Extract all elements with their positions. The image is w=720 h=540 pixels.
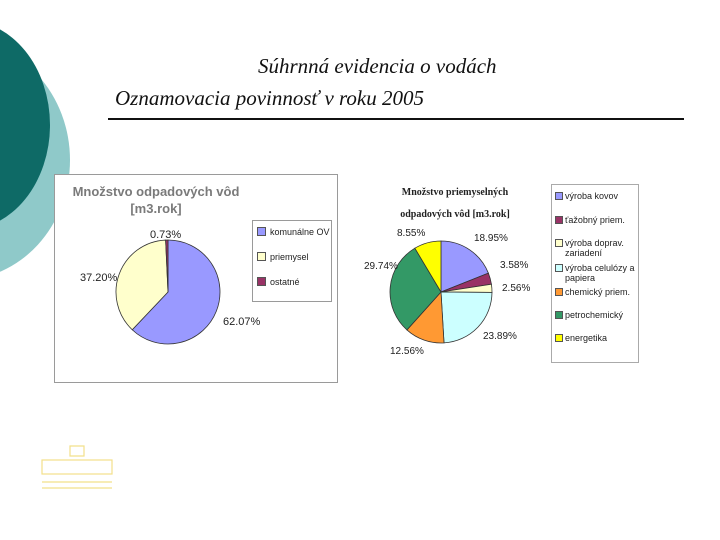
legend-label: energetika — [565, 333, 608, 343]
slide-title-line2: Oznamovacia povinnosť v roku 2005 — [115, 86, 424, 110]
chart2-title-line2: odpadových vôd [m3.rok] — [400, 209, 510, 220]
chart2-title-line1: Množstvo priemyselných — [401, 187, 509, 198]
legend-label: výroba doprav. zariadení — [565, 238, 624, 258]
legend-label: petrochemický — [565, 310, 624, 320]
chart1-label-ostatne: 0.73% — [150, 229, 182, 241]
chart1-label-priemysel: 37.20% — [80, 272, 118, 284]
chart1-title-line2: [m3.rok] — [130, 201, 182, 216]
legend-label: výroba kovov — [565, 191, 619, 201]
chart1-label-komunalne-ov: 62.07% — [223, 316, 261, 328]
legend-label: chemický priem. — [565, 287, 631, 297]
legend-label: výroba celulózy a papiera — [565, 263, 635, 283]
chart2-label-vyroba-doprav-zariadeni: 2.56% — [502, 283, 531, 294]
legend-label: ostatné — [270, 277, 300, 287]
slide-title-line1: Súhrnná evidencia o vodách — [258, 54, 497, 78]
chart1-title-line1: Množstvo odpadových vôd — [72, 184, 240, 199]
legend-label: komunálne OV — [270, 227, 330, 237]
chart2-label-tazobny-priem: 3.58% — [500, 260, 529, 271]
chart2-label-vyroba-kovov: 18.95% — [474, 233, 508, 244]
legend-label: ťažobný priem. — [565, 215, 625, 225]
chart2-label-energetika: 8.55% — [397, 228, 426, 239]
chart2-label-chemicky-priem: 12.56% — [390, 346, 424, 357]
chart2-label-petrochemicky: 29.74% — [364, 261, 398, 272]
logo-emblem — [34, 438, 118, 496]
legend-label: priemysel — [270, 252, 309, 262]
chart2-label-vyroba-celulozy-a-papiera: 23.89% — [483, 331, 517, 342]
